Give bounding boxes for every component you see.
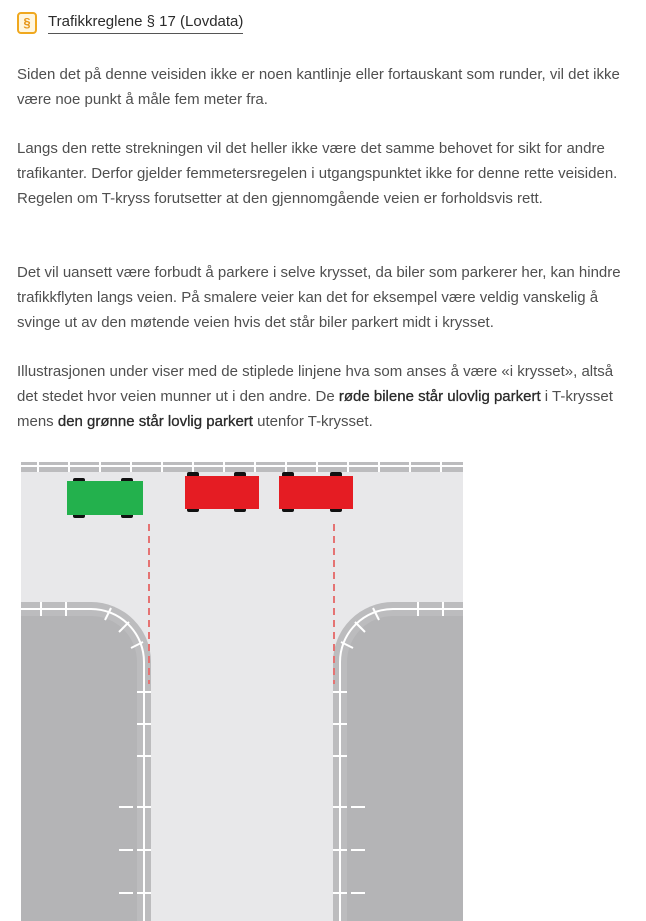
law-reference-link[interactable]: [17, 12, 243, 34]
section-sign-icon: §: [17, 12, 37, 34]
t-junction-illustration: [21, 462, 463, 921]
green-car-legal: [67, 478, 143, 518]
left-corner-block: [21, 602, 151, 921]
green-car-emphasis: den grønne står lovlig parkert: [57, 413, 253, 430]
paragraph-4: [17, 359, 629, 434]
right-corner-block: [333, 602, 463, 921]
red-cars-emphasis: røde bilene står ulovlig parkert: [338, 388, 541, 405]
paragraph-4-text-3: utenfor T-krysset.: [252, 413, 373, 430]
red-car-illegal-1: [185, 472, 259, 512]
paragraph-4-text-2: i T-krysset mens: [17, 388, 613, 430]
paragraph-1: Siden det på denne veisiden ikke er noen kantlinje eller fortauskant som runder, vil det ikke være noe punkt å måle fem meter fra.: [17, 66, 620, 108]
paragraph-4-text-1: Illustrasjonen under viser med de stiplede linjene hva som anses å være «i krysset», altså det stedet hvor veien munner ut i den andre. De: [17, 363, 614, 405]
law-reference-label: Trafikkreglene § 17 (Lovdata): [48, 12, 243, 34]
paragraph-3: Det vil uansett være forbudt å parkere i selve krysset, da biler som parkerer her, kan hindre trafikkflyten langs veien. På smalere veier kan det for eksempel være veldig vanskelig å svinge ut av den møtende veien hvis det står biler parkert midt i krysset.: [17, 264, 621, 331]
paragraph-2: Langs den rette strekningen vil det heller ikke være det samme behovet for sikt for andre trafikanter. Derfor gjelder femmetersregelen i utgangspunktet ikke for denne rette veisiden. Regelen om T-kryss forutsetter at den gjennomgående veien er forholdsvis rett.: [17, 140, 618, 207]
red-car-illegal-2: [279, 472, 353, 512]
